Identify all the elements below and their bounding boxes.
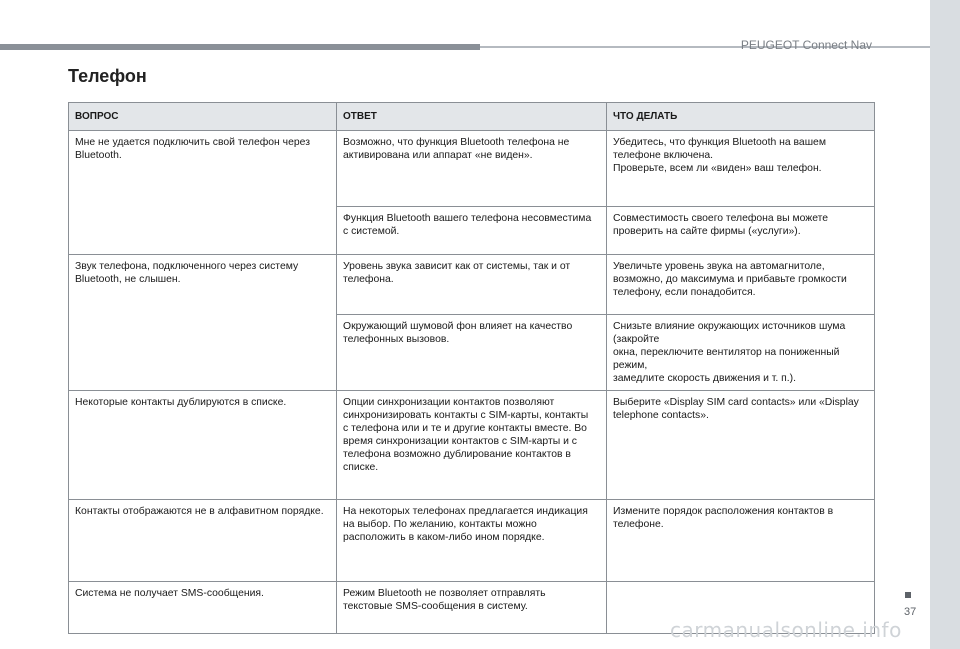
table-header-row (69, 103, 875, 131)
question-cell: Звук телефона, подключенного через систему Bluetooth, не слышен. (69, 255, 337, 391)
action-cell: Совместимость своего телефона вы можете проверить на сайте фирмы («услуги»). (607, 207, 875, 255)
question-cell: Мне не удается подключить свой телефон через Bluetooth. (69, 131, 337, 255)
table-row (69, 131, 875, 207)
page-number: 37 (904, 606, 917, 618)
question-cell: Система не получает SMS-сообщения. (69, 582, 337, 634)
header-rule-dark (0, 44, 480, 50)
answer-cell: Опции синхронизации контактов позволяют синхронизировать контакты с SIM-карты, контакты с телефона или и те и другие контакты вместе. Во время синхронизации контактов с SIM-карты и с телефона возможно дублирование контактов в списке. (337, 391, 607, 500)
action-cell: Измените порядок расположения контактов в телефоне. (607, 500, 875, 582)
column-header-action: ЧТО ДЕЛАТЬ (607, 103, 875, 131)
answer-cell: Уровень звука зависит как от системы, так и от телефона. (337, 255, 607, 315)
table-row (69, 255, 875, 315)
action-cell: Убедитесь, что функция Bluetooth на вашем телефоне включена. Проверьте, всем ли «виден» ваш телефон. (607, 131, 875, 207)
answer-cell: Функция Bluetooth вашего телефона несовместима с системой. (337, 207, 607, 255)
answer-cell: Режим Bluetooth не позволяет отправлять текстовые SMS-сообщения в систему. (337, 582, 607, 634)
answer-cell: Возможно, что функция Bluetooth телефона не активирована или аппарат «не виден». (337, 131, 607, 207)
watermark: carmanualsonline.info (670, 618, 902, 642)
right-margin-band (930, 0, 960, 649)
table-row (69, 500, 875, 582)
column-header-question: ВОПРОС (69, 103, 337, 131)
table-row (69, 391, 875, 500)
column-header-answer: ОТВЕТ (337, 103, 607, 131)
page-marker (905, 592, 911, 598)
action-cell: Снизьте влияние окружающих источников шума (закройте окна, переключите вентилятор на пониженный режим, замедлите скорость движения и т. п.). (607, 315, 875, 391)
action-cell: Выберите «Display SIM card contacts» или «Display telephone contacts». (607, 391, 875, 500)
action-cell: Увеличьте уровень звука на автомагнитоле, возможно, до максимума и прибавьте громкости телефону, если понадобится. (607, 255, 875, 315)
troubleshooting-table (68, 102, 875, 634)
answer-cell: Окружающий шумовой фон влияет на качество телефонных вызовов. (337, 315, 607, 391)
answer-cell: На некоторых телефонах предлагается индикация на выбор. По желанию, контакты можно расположить в каком-либо ином порядке. (337, 500, 607, 582)
header-brand: PEUGEOT Connect Nav (740, 38, 872, 52)
page-title: Телефон (68, 66, 147, 86)
question-cell: Контакты отображаются не в алфавитном порядке. (69, 500, 337, 582)
question-cell: Некоторые контакты дублируются в списке. (69, 391, 337, 500)
